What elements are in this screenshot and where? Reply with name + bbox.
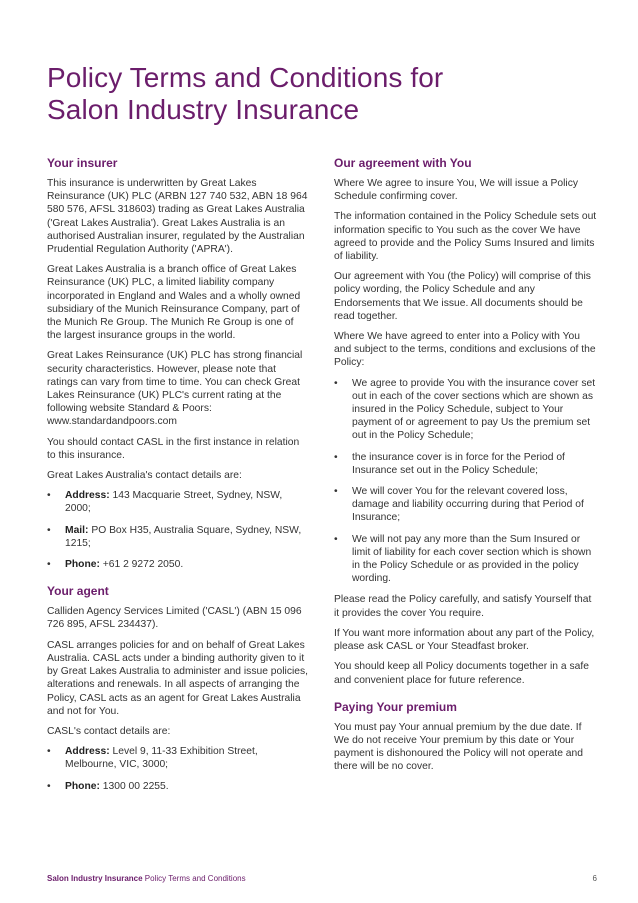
title-line-1: Policy Terms and Conditions for [47,62,444,93]
contact-value: Level 9, 11-33 Exhibition Street, Melbourne, VIC, 3000; [65,746,258,771]
bullet-icon: • [47,490,51,502]
paragraph: You should contact CASL in the first instance in relation to this insurance. [47,436,300,461]
page-footer [47,874,597,884]
bullet-icon: • [334,451,338,463]
paragraph: You must pay Your annual premium by the due date. If We do not receive Your premium by this date or Your payment is dishonoured the Policy will not operate and there will be no cover. [334,721,583,773]
list-item [334,485,597,525]
contact-value: 143 Macquarie Street, Sydney, NSW, 2000; [65,490,283,515]
contact-label: Phone: [65,559,100,571]
footer-brand: Salon Industry Insurance [47,874,143,883]
agent-contact-list [47,745,309,793]
contact-item-address [47,745,309,771]
contact-value: 1300 00 2255. [99,780,169,792]
paragraph: You should keep all Policy documents together in a safe and convenient place for future reference. [334,661,589,686]
bullet-icon: • [47,746,51,758]
contact-item-phone [47,558,309,571]
contact-value: PO Box H35, Australia Square, Sydney, NSW, 1215; [65,524,302,549]
page-number: 6 [592,874,597,883]
title-line-2: Salon Industry Insurance [47,94,360,125]
paragraph: Great Lakes Australia's contact details are: [47,470,242,482]
list-item [334,451,597,477]
section-heading-our-agreement: Our agreement with You [334,156,472,170]
bullet-icon: • [47,559,51,571]
contact-label: Phone: [65,780,100,792]
left-column [47,156,309,801]
list-item-text: the insurance cover is in force for the Period of Insurance set out in the Policy Schedule; [352,451,565,476]
paragraph: Our agreement with You (the Policy) will comprise of this policy wording, the Policy Schedule and any Endorsements that We issue. All documents should be read together. [334,271,591,322]
section-heading-your-insurer: Your insurer [47,156,118,170]
paragraph: CASL arranges policies for and on behalf of Great Lakes Australia. CASL acts under a binding authority given to it by Great Lakes Australia to administer and issue policies, alterations and renewals. In all aspects of arranging the Policy, CASL acts as an agent for Great Lakes Australia and not for You. [47,639,308,717]
insurer-contact-list [47,489,309,571]
contact-label: Address: [65,746,110,758]
paragraph: Calliden Agency Services Limited ('CASL') (ABN 15 096 726 895, AFSL 234437). [47,606,302,631]
list-item-text: We will not pay any more than the Sum Insured or limit of liability for each cover section which is shown in the Policy Schedule or as provided in the policy wording. [352,533,592,585]
list-item [334,533,597,586]
contact-label: Mail: [65,524,89,536]
paragraph: Please read the Policy carefully, and satisfy Yourself that it provides the cover You require. [334,594,592,619]
paragraph: If You want more information about any part of the Policy, please ask CASL or Your Steadfast broker. [334,627,595,653]
paragraph: The information contained in the Policy Schedule sets out information specific to You such as the cover We have agreed to provide and the Policy Sums Insured and limits of liability. [334,211,597,263]
list-item-text: We agree to provide You with the insurance cover set out in each of the cover sections which are shown as insured in the Policy Schedule, subject to Your payment of or agreement to pay Us the premium set out in the Policy Schedule; [352,377,596,442]
footer-document-title: Policy Terms and Conditions [142,874,246,883]
contact-item-address [47,489,309,515]
bullet-icon: • [47,780,51,792]
contact-value: +61 2 9272 2050. [99,559,184,571]
paragraph: This insurance is underwritten by Great Lakes Reinsurance (UK) PLC (ARBN 127 740 532, ABN 18 964 580 576, AFSL 318603) trading as Great Lakes Australia ('Great Lakes Australia'). Great Lakes Australia is an authorised Australian insurer, regulated by the Australian Prudential Regulation Authority ('APRA'). [47,178,308,256]
paragraph: Where We agree to insure You, We will issue a Policy Schedule confirming cover. [334,178,579,203]
paragraph: Great Lakes Reinsurance (UK) PLC has strong financial security characteristics. However, please note that ratings can vary from time to time. You can check Great Lakes Reinsurance (UK) PLC's current rating at the following website Standard & Poors: www.standardandpoors.com [47,350,303,428]
paragraph: Where We have agreed to enter into a Policy with You and subject to the terms, conditions and exclusions of the Policy: [334,331,596,369]
agreement-bullet-list [334,377,597,586]
paragraph: Great Lakes Australia is a branch office of Great Lakes Reinsurance (UK) PLC, a limited liability company incorporated in England and Wales and a wholly owned subsidiary of the Munich Reinsurance Company, part of the Munich Re Group. The Munich Re Group is one of the largest insurance groups in the world. [47,264,301,342]
bullet-icon: • [334,377,338,389]
contact-label: Address: [65,490,110,502]
section-heading-paying-your-premium: Paying Your premium [334,699,457,714]
bullet-icon: • [47,524,51,536]
list-item [334,377,597,443]
bullet-icon: • [334,533,338,545]
paragraph: CASL's contact details are: [47,725,171,737]
contact-item-phone [47,780,309,793]
page-title [47,62,607,126]
list-item-text: We will cover You for the relevant covered loss, damage and liability occurring during that Period of Insurance; [352,486,584,524]
bullet-icon: • [334,486,338,498]
contact-item-mail [47,524,309,550]
section-heading-your-agent: Your agent [47,584,109,599]
right-column [334,156,597,781]
